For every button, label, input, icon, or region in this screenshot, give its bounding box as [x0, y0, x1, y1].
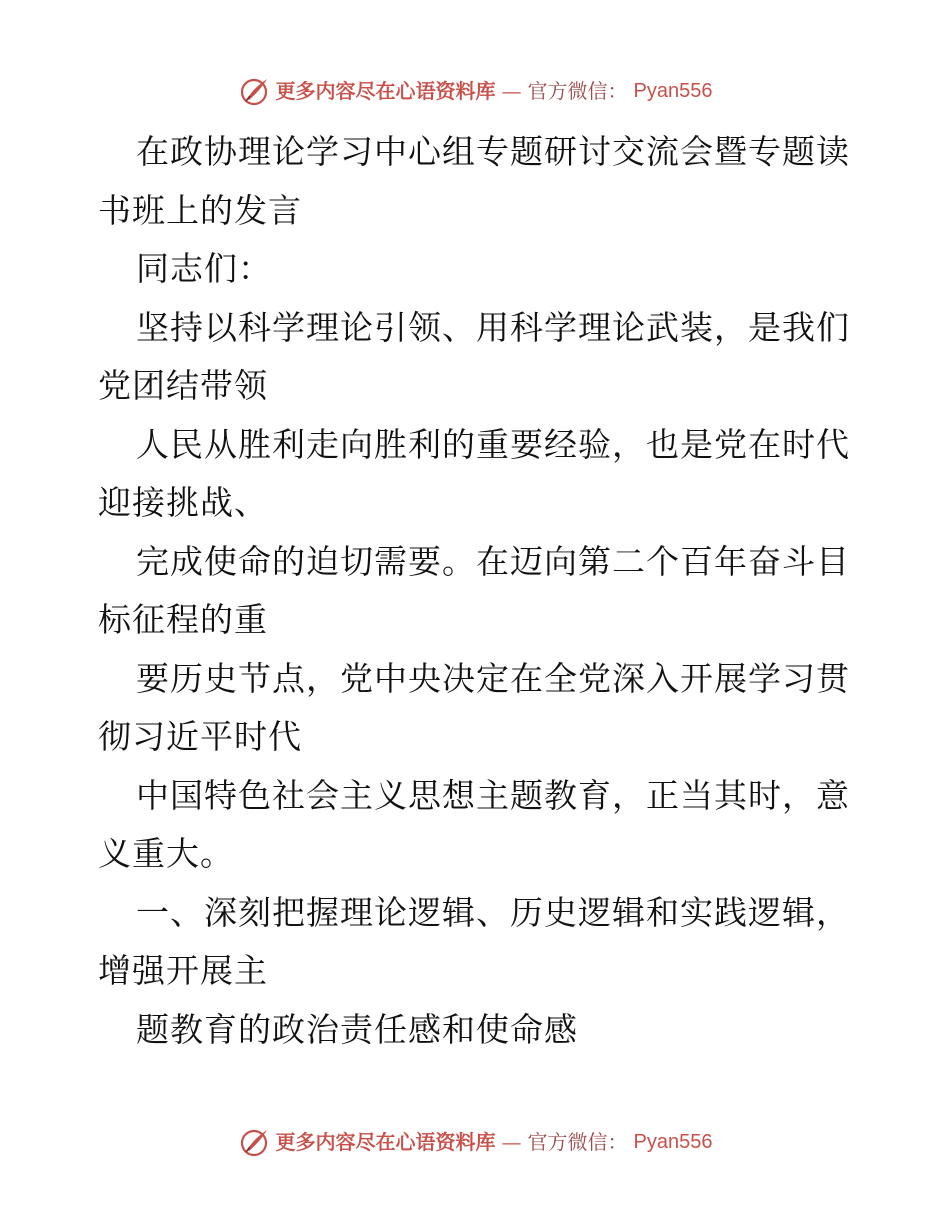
text-line: 人民从胜利走向胜利的重要经验，也是党在时代: [136, 424, 850, 464]
text-line: 一、深刻把握理论逻辑、历史逻辑和实践逻辑，: [136, 892, 850, 932]
text-line: 彻习近平时代: [98, 717, 302, 756]
text-line: 坚持以科学理论引领、用科学理论武装，是我们: [136, 307, 850, 347]
text-line: 义重大。: [98, 834, 234, 873]
footer-watermark-banner: [0, 1126, 950, 1158]
text-line: 中国特色社会主义思想主题教育，正当其时，意: [136, 775, 850, 815]
document-body: [98, 123, 858, 1059]
banner-wechat-id: Pyan556: [633, 1131, 713, 1153]
text-line: 标征程的重: [98, 600, 268, 639]
text-line: 要历史节点，党中央决定在全党深入开展学习贯: [136, 658, 850, 698]
text-line: 迎接挑战、: [98, 483, 268, 522]
banner-main-text: 更多内容尽在心语资料库: [275, 1130, 496, 1154]
banner-wechat-label: 官方微信：: [527, 1130, 628, 1154]
banner-dash: —: [501, 79, 522, 103]
text-line: 增强开展主: [98, 951, 268, 990]
text-line: 题教育的政治责任感和使命感: [136, 1009, 578, 1049]
text-line: 在政协理论学习中心组专题研讨交流会暨专题读: [136, 132, 850, 171]
text-line: 完成使命的迫切需要。在迈向第二个百年奋斗目: [136, 541, 850, 581]
feather-pen-logo-icon: [238, 1126, 270, 1158]
banner-dash: —: [501, 1130, 522, 1154]
banner-wechat-label: 官方微信：: [527, 79, 628, 103]
text-line: 同志们：: [136, 249, 272, 288]
banner-wechat-id: Pyan556: [633, 80, 713, 102]
text-line: 党团结带领: [98, 366, 268, 405]
feather-pen-logo-icon: [238, 75, 270, 107]
banner-main-text: 更多内容尽在心语资料库: [275, 79, 496, 103]
text-line: 书班上的发言: [98, 190, 302, 230]
header-watermark-banner: [0, 75, 950, 107]
